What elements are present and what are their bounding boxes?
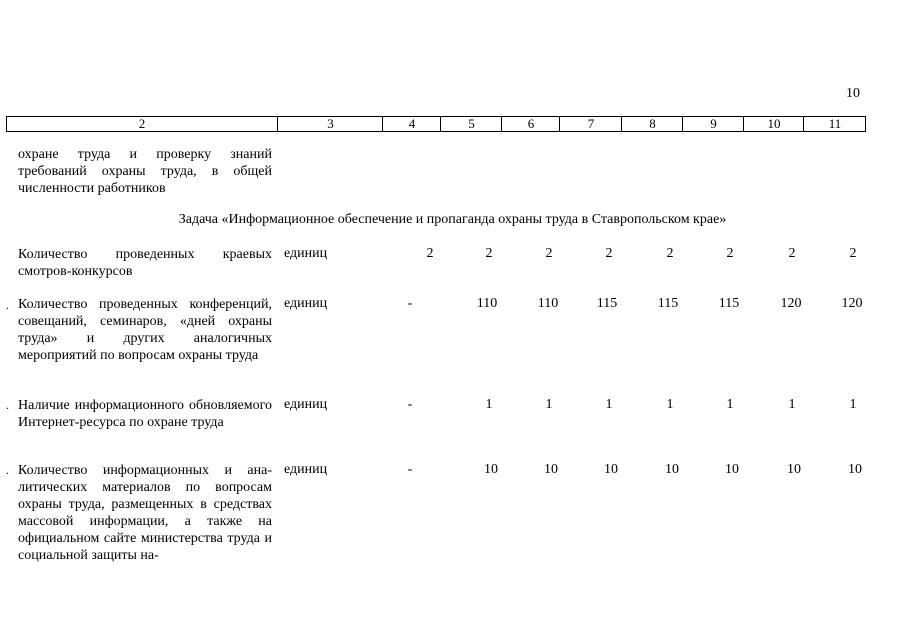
col-10: 10 xyxy=(743,117,804,131)
row-description: Количество информационных и аналитических материалов по вопросам охраны труда, размещенных в средствах массовой информации, а также на официальном сайте министерства труда и социальной защиты на- xyxy=(18,463,272,563)
row-value-col9: 1 xyxy=(726,397,734,412)
row-value-col11: 10 xyxy=(848,462,862,477)
task-title: Задача «Информационное обеспечение и пропаганда охраны труда в Ставропольском крае» xyxy=(178,212,727,227)
row-unit: единиц xyxy=(284,246,328,261)
row-value-col9: 2 xyxy=(726,246,734,261)
row-value-col5: 1 xyxy=(485,397,493,412)
col-8: 8 xyxy=(621,117,683,131)
col-4: 4 xyxy=(382,117,441,131)
margin-mark: . xyxy=(6,298,9,312)
row-value-col6: 1 xyxy=(545,397,553,412)
column-number-header xyxy=(6,116,866,132)
row-value-col5: 2 xyxy=(485,246,493,261)
row-value-col11: 2 xyxy=(849,246,857,261)
margin-mark: . xyxy=(6,463,9,477)
row-value-col8: 2 xyxy=(666,246,674,261)
row-value-col10: 120 xyxy=(780,296,802,311)
row-value-col4: - xyxy=(407,296,413,311)
row-value-col9: 10 xyxy=(725,462,739,477)
row-value-col9: 115 xyxy=(718,296,740,311)
page-number: 10 xyxy=(846,86,860,101)
continuation-text: охране труда и проверку знаний требований охраны труда, в общей численности работников xyxy=(18,147,272,196)
row-value-col7: 10 xyxy=(604,462,618,477)
row-value-col8: 10 xyxy=(665,462,679,477)
col-6: 6 xyxy=(501,117,560,131)
row-unit: единиц xyxy=(284,296,328,311)
row-value-col10: 1 xyxy=(788,397,796,412)
row-value-col5: 110 xyxy=(476,296,498,311)
row-value-col7: 1 xyxy=(605,397,613,412)
row-unit: единиц xyxy=(284,397,328,412)
col-3: 3 xyxy=(277,117,383,131)
row-description: Наличие информационного обновляемого Интернет-ресурса по охране труда xyxy=(18,398,272,430)
col-7: 7 xyxy=(559,117,622,131)
row-value-col6: 2 xyxy=(545,246,553,261)
row-value-col10: 2 xyxy=(788,246,796,261)
col-5: 5 xyxy=(440,117,502,131)
row-value-col8: 1 xyxy=(666,397,674,412)
row-value-col7: 115 xyxy=(596,296,618,311)
row-value-col4: - xyxy=(407,397,413,412)
margin-mark: . xyxy=(6,398,9,412)
row-value-col6: 10 xyxy=(544,462,558,477)
row-value-col10: 10 xyxy=(787,462,801,477)
row-unit: единиц xyxy=(284,462,328,477)
col-9: 9 xyxy=(682,117,744,131)
col-2: 2 xyxy=(138,116,146,131)
row-value-col11: 120 xyxy=(841,296,863,311)
col-11: 11 xyxy=(803,117,866,131)
row-value-col8: 115 xyxy=(657,296,679,311)
row-value-col4: - xyxy=(407,462,413,477)
row-description: Количество проведенных конференций, совещаний, семинаров, «дней охраны труда» и других аналогичных мероприятий по вопросам охраны труда xyxy=(18,297,272,363)
row-value-col4: 2 xyxy=(426,246,434,261)
row-value-col5: 10 xyxy=(484,462,498,477)
row-value-col7: 2 xyxy=(605,246,613,261)
row-value-col11: 1 xyxy=(849,397,857,412)
row-value-col6: 110 xyxy=(537,296,559,311)
row-description: Количество проведенных краевых смотров-конкурсов xyxy=(18,247,272,279)
